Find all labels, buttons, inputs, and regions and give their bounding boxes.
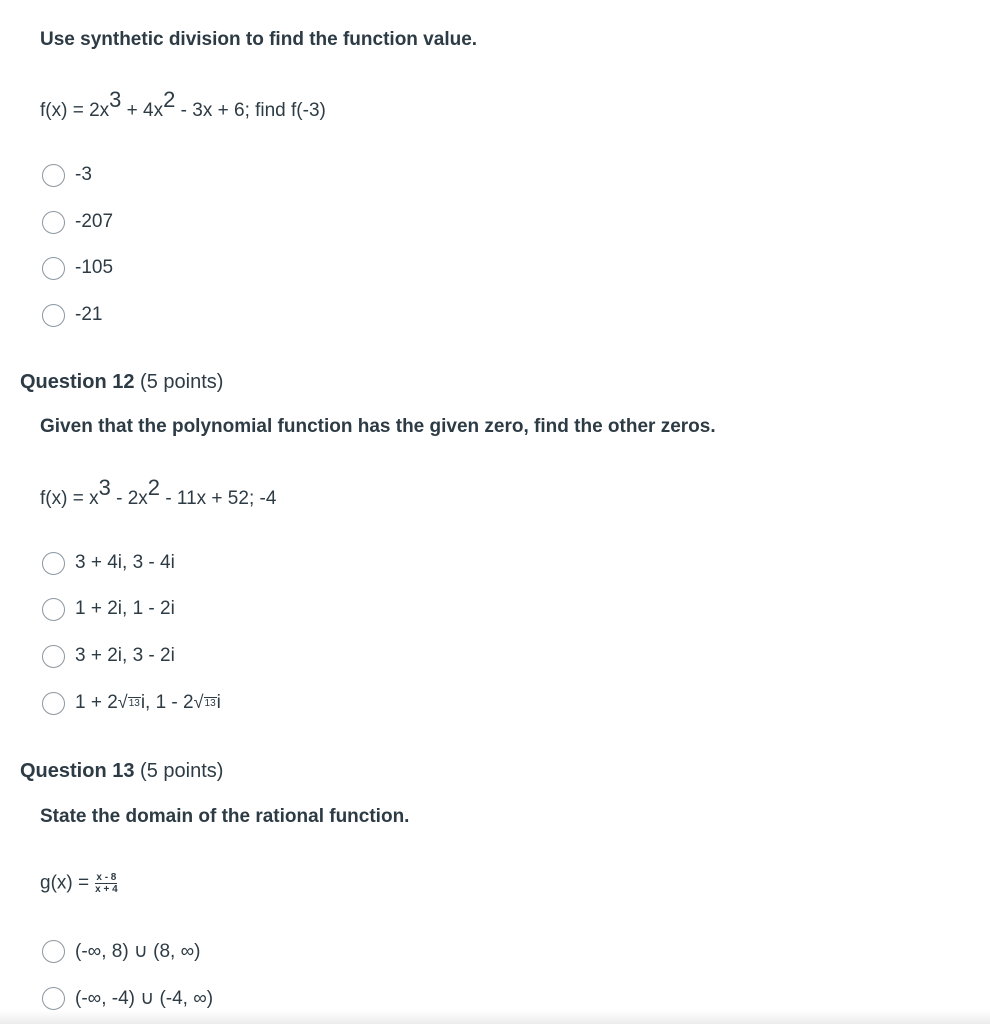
radio-button[interactable] xyxy=(42,552,65,575)
formula-exponent: 3 xyxy=(109,86,122,112)
option-label: -207 xyxy=(75,211,114,232)
question-13-option-2[interactable] xyxy=(42,984,213,1012)
radio-button[interactable] xyxy=(42,598,65,621)
option-text: 1 + 2 xyxy=(75,692,118,713)
fraction-numerator: x - 8 xyxy=(96,872,117,883)
formula-text: f(x) = x xyxy=(40,488,99,509)
radio-button[interactable] xyxy=(42,211,65,234)
question-13-instruction: State the domain of the rational function. xyxy=(40,806,410,827)
question-points: (5 points) xyxy=(140,371,224,393)
question-12-option-4[interactable] xyxy=(42,689,221,717)
fraction xyxy=(95,872,118,895)
option-label: -3 xyxy=(75,164,92,185)
option-label: 3 + 2i, 3 - 2i xyxy=(75,645,175,666)
option-label: 1 + 2i, 1 - 2i xyxy=(75,598,175,619)
radio-button[interactable] xyxy=(42,164,65,187)
bottom-edge-shadow xyxy=(0,1010,990,1024)
formula-text: f(x) = 2x xyxy=(40,100,110,121)
radio-button[interactable] xyxy=(42,645,65,668)
radio-button[interactable] xyxy=(42,257,65,280)
formula-text: g(x) = xyxy=(40,872,90,894)
question-title: Question 12 xyxy=(20,371,135,393)
question-12-formula xyxy=(40,474,277,510)
formula-text: + 4x xyxy=(121,100,164,121)
option-label: -105 xyxy=(75,257,114,278)
question-points: (5 points) xyxy=(140,760,224,782)
option-text: i xyxy=(216,692,221,713)
option-text: i, 1 - 2 xyxy=(140,692,194,713)
radio-button[interactable] xyxy=(42,304,65,327)
formula-text: - 11x + 52; -4 xyxy=(160,488,277,509)
question-12-header xyxy=(20,371,223,394)
question-13-option-1[interactable] xyxy=(42,937,200,965)
question-11-option-3[interactable] xyxy=(42,254,113,282)
question-12-instruction: Given that the polynomial function has the given zero, find the other zeros. xyxy=(40,416,716,437)
square-root: √ 13 xyxy=(117,692,140,712)
radicand: 13 xyxy=(128,698,140,709)
formula-text: - 2x xyxy=(110,488,148,509)
formula-text: - 3x + 6; find f(-3) xyxy=(175,100,326,121)
fraction-denominator: x + 4 xyxy=(95,884,118,895)
radio-button[interactable] xyxy=(42,692,65,715)
question-11-option-2[interactable] xyxy=(42,208,113,236)
question-11-option-1[interactable] xyxy=(42,161,92,189)
question-11-option-4[interactable] xyxy=(42,301,102,329)
question-12-option-3[interactable] xyxy=(42,642,175,670)
question-title: Question 13 xyxy=(20,760,135,782)
option-label xyxy=(75,692,221,714)
radicand: 13 xyxy=(204,698,216,709)
option-label: (-∞, 8) ∪ (8, ∞) xyxy=(75,940,201,962)
question-13-header xyxy=(20,760,223,783)
formula-exponent: 2 xyxy=(163,86,176,112)
radio-button[interactable] xyxy=(42,987,65,1010)
question-11-instruction: Use synthetic division to find the function value. xyxy=(40,29,478,50)
formula-exponent: 3 xyxy=(98,474,111,500)
question-12-option-2[interactable] xyxy=(42,595,175,623)
radio-button[interactable] xyxy=(42,940,65,963)
square-root: √ 13 xyxy=(193,692,216,712)
question-11-formula xyxy=(40,86,326,122)
option-label: (-∞, -4) ∪ (-4, ∞) xyxy=(75,987,214,1009)
option-label: -21 xyxy=(75,304,103,325)
formula-exponent: 2 xyxy=(147,474,161,500)
option-label: 3 + 4i, 3 - 4i xyxy=(75,552,175,573)
question-12-option-1[interactable] xyxy=(42,549,175,577)
question-13-formula xyxy=(40,872,118,895)
